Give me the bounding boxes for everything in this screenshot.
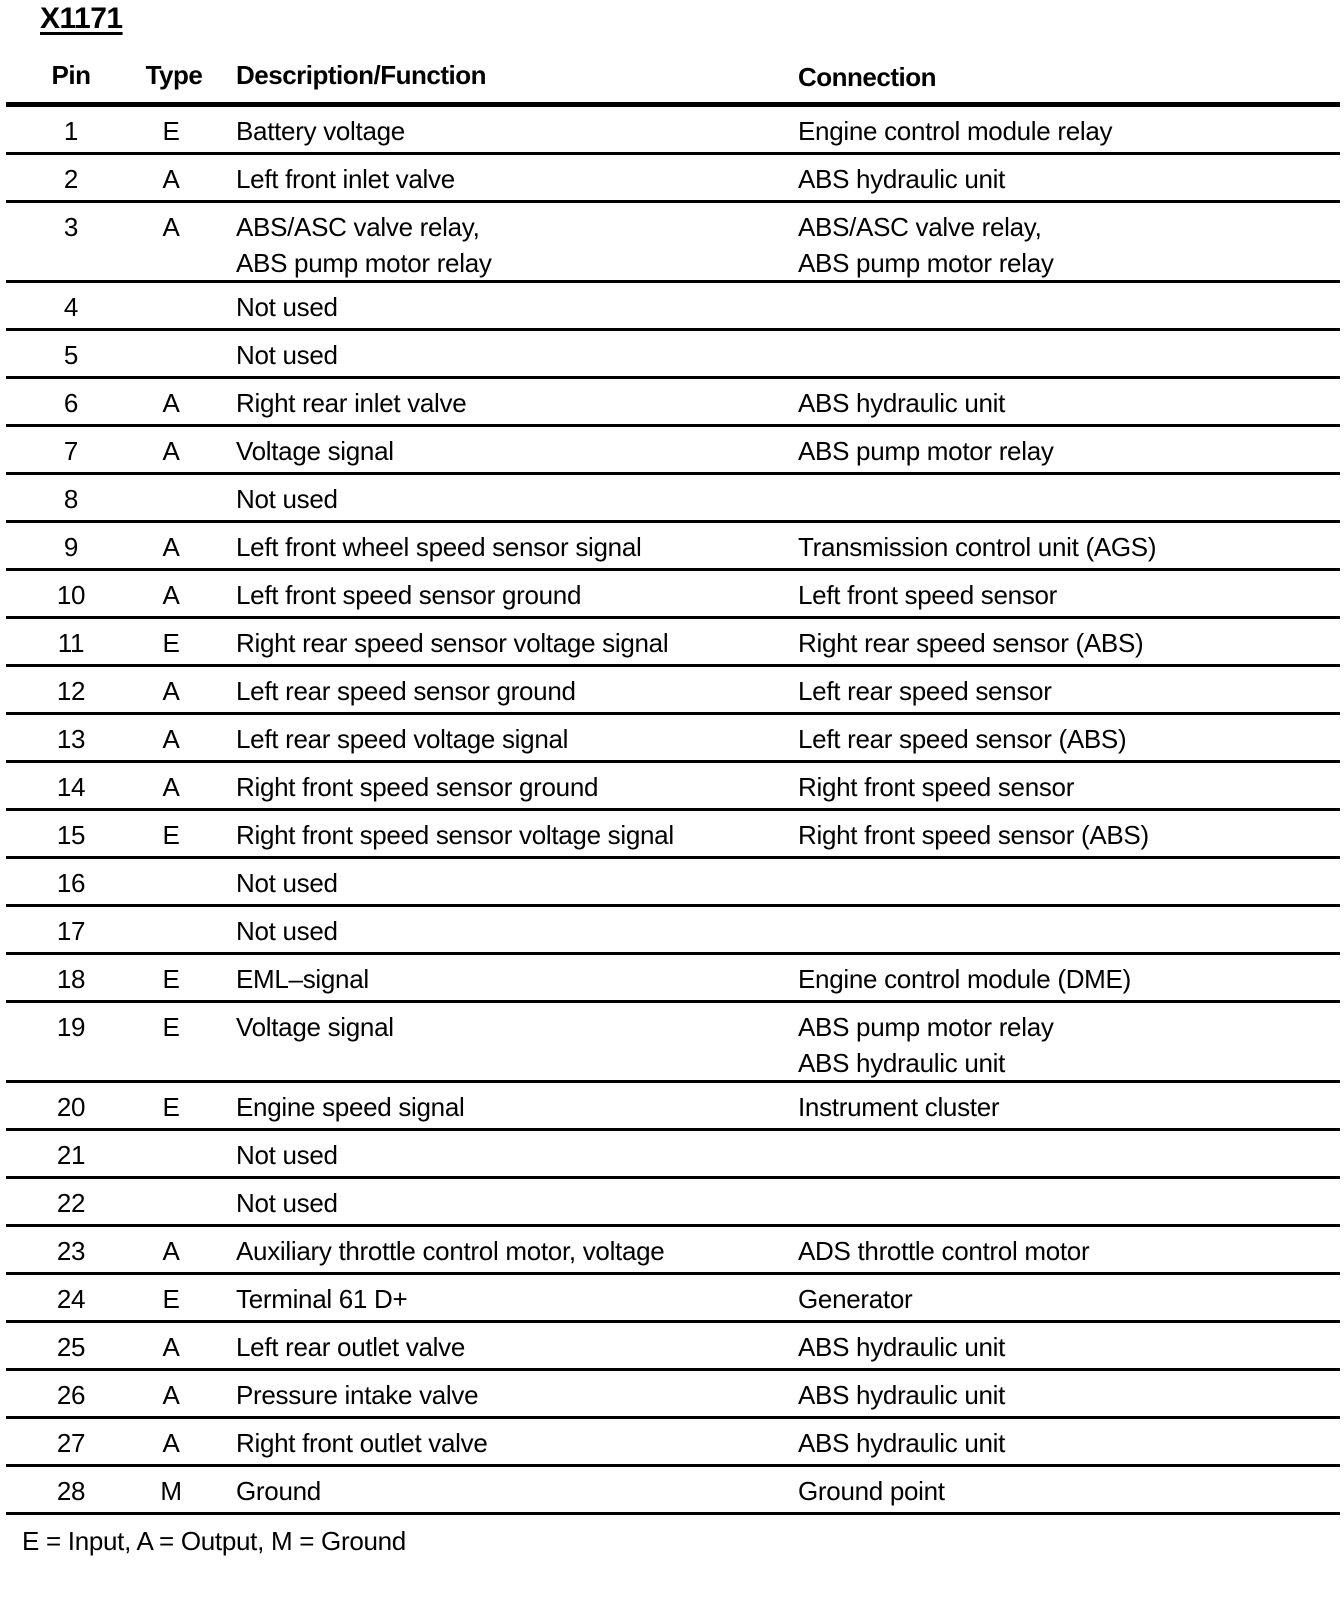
connection-line: ABS hydraulic unit (798, 1428, 1006, 1458)
table-row (6, 619, 1340, 667)
connection-line: ABS pump motor relay (798, 436, 1054, 466)
pin-description (236, 1281, 776, 1317)
pin-number: 23 (56, 1236, 86, 1266)
pin-description (236, 113, 776, 149)
description-line: EML–signal (236, 964, 369, 994)
pin-type: A (162, 436, 180, 466)
pin-description (236, 913, 776, 949)
pin-number: 1 (63, 116, 79, 146)
table-row (6, 1419, 1340, 1467)
connection-line: ABS hydraulic unit (798, 1332, 1006, 1362)
description-line: Not used (236, 1140, 338, 1170)
pin-description (236, 289, 776, 325)
pin-number: 5 (63, 340, 79, 370)
pin-number: 3 (63, 212, 79, 242)
pin-type: A (162, 676, 180, 706)
pin-description (236, 1233, 776, 1269)
pin-type: A (162, 1236, 180, 1266)
pin-number: 4 (63, 292, 79, 322)
description-line: Engine speed signal (236, 1092, 465, 1122)
table-header (6, 52, 1340, 107)
pin-connection (798, 385, 1338, 421)
description-line: Left front speed sensor ground (236, 580, 582, 610)
pin-number: 8 (63, 484, 79, 514)
pin-number: 20 (56, 1092, 86, 1122)
connection-line: ABS pump motor relay (798, 248, 1054, 278)
connection-line: Left front speed sensor (798, 580, 1058, 610)
table-row (6, 571, 1340, 619)
pin-description (236, 209, 776, 281)
pin-type: E (162, 1012, 180, 1042)
header-connection: Connection (798, 62, 936, 92)
table-row (6, 1323, 1340, 1371)
pin-connection (798, 577, 1338, 613)
pin-connection (798, 1473, 1338, 1509)
pin-description (236, 769, 776, 805)
document-title: X1171 (40, 2, 123, 35)
connection-line: Instrument cluster (798, 1092, 1000, 1122)
table-row (6, 1371, 1340, 1419)
pin-description (236, 721, 776, 757)
connection-line: Right front speed sensor (798, 772, 1075, 802)
connection-line: Right rear speed sensor (ABS) (798, 628, 1144, 658)
pin-description (236, 1009, 776, 1045)
table-row (6, 1179, 1340, 1227)
connection-line: ABS hydraulic unit (798, 164, 1006, 194)
table-row (6, 331, 1340, 379)
pin-connection (798, 1329, 1338, 1365)
description-line: Not used (236, 484, 338, 514)
table-row (6, 1131, 1340, 1179)
pin-type: A (162, 1380, 180, 1410)
pin-number: 27 (56, 1428, 86, 1458)
pin-description (236, 1329, 776, 1365)
description-line: Pressure intake valve (236, 1380, 479, 1410)
table-row (6, 475, 1340, 523)
description-line: Not used (236, 916, 338, 946)
pin-description (236, 1425, 776, 1461)
pin-number: 21 (56, 1140, 86, 1170)
pin-description (236, 385, 776, 421)
pin-number: 11 (57, 628, 85, 658)
pin-type: E (162, 1092, 180, 1122)
table-row (6, 379, 1340, 427)
pin-description (236, 817, 776, 853)
connection-line: Generator (798, 1284, 913, 1314)
description-line: Not used (236, 868, 338, 898)
pin-type: A (162, 388, 180, 418)
table-row (6, 1467, 1340, 1515)
pin-connection (798, 113, 1338, 149)
description-line: Not used (236, 340, 338, 370)
connection-line: Left rear speed sensor (798, 676, 1052, 706)
pin-type: E (162, 628, 180, 658)
pin-connection (798, 161, 1338, 197)
pin-type: A (162, 164, 180, 194)
pin-description (236, 337, 776, 373)
pin-description (236, 625, 776, 661)
pin-description (236, 1473, 776, 1509)
description-line: ABS/ASC valve relay, (236, 212, 480, 242)
pin-connection (798, 529, 1338, 565)
table-row (6, 1227, 1340, 1275)
pin-connection (798, 961, 1338, 997)
pin-description (236, 161, 776, 197)
connection-line: Transmission control unit (AGS) (798, 532, 1157, 562)
connection-line: ABS hydraulic unit (798, 388, 1006, 418)
table-row (6, 427, 1340, 475)
pin-number: 6 (63, 388, 79, 418)
pin-description (236, 1185, 776, 1221)
description-line: Left rear speed voltage signal (236, 724, 569, 754)
description-line: ABS pump motor relay (236, 248, 492, 278)
pin-type: A (162, 1428, 180, 1458)
pin-connection (798, 433, 1338, 469)
pin-number: 22 (56, 1188, 86, 1218)
connection-line: Right front speed sensor (ABS) (798, 820, 1149, 850)
pin-description (236, 433, 776, 469)
pin-description (236, 961, 776, 997)
table-row (6, 859, 1340, 907)
pin-number: 25 (56, 1332, 86, 1362)
description-line: Ground (236, 1476, 321, 1506)
description-line: Right front speed sensor ground (236, 772, 599, 802)
connection-line: Ground point (798, 1476, 945, 1506)
pin-type: A (162, 772, 180, 802)
pin-connection (798, 721, 1338, 757)
connection-line: Engine control module (DME) (798, 964, 1131, 994)
pin-type: E (162, 1284, 180, 1314)
pin-number: 2 (63, 164, 79, 194)
pin-connection (798, 1233, 1338, 1269)
connection-line: ABS pump motor relay (798, 1012, 1054, 1042)
table-row (6, 203, 1340, 283)
pin-connection (798, 625, 1338, 661)
pin-description (236, 1137, 776, 1173)
pin-connection (798, 1089, 1338, 1125)
pin-description (236, 577, 776, 613)
pin-number: 12 (56, 676, 86, 706)
connection-line: ADS throttle control motor (798, 1236, 1090, 1266)
pin-connection (798, 1425, 1338, 1461)
table-row (6, 107, 1340, 155)
description-line: Left rear outlet valve (236, 1332, 465, 1362)
pin-connection (798, 1377, 1338, 1413)
pin-number: 13 (56, 724, 86, 754)
description-line: Right front speed sensor voltage signal (236, 820, 674, 850)
pin-number: 15 (56, 820, 86, 850)
pin-description (236, 865, 776, 901)
description-line: Battery voltage (236, 116, 405, 146)
pin-type: M (160, 1476, 182, 1506)
description-line: Auxiliary throttle control motor, voltage (236, 1236, 665, 1266)
pin-type: E (162, 820, 180, 850)
pin-description (236, 673, 776, 709)
pin-description (236, 1377, 776, 1413)
pin-connection (798, 769, 1338, 805)
pin-type: A (162, 532, 180, 562)
pin-assignment-table (6, 52, 1340, 1515)
pin-connection (798, 1009, 1338, 1081)
pin-number: 16 (56, 868, 86, 898)
pin-type: E (162, 116, 180, 146)
table-row (6, 811, 1340, 859)
table-body (6, 107, 1340, 1515)
description-line: Right rear speed sensor voltage signal (236, 628, 669, 658)
pin-description (236, 529, 776, 565)
pin-number: 10 (56, 580, 86, 610)
description-line: Not used (236, 1188, 338, 1218)
connection-line: Left rear speed sensor (ABS) (798, 724, 1127, 754)
connection-line: ABS hydraulic unit (798, 1380, 1006, 1410)
description-line: Voltage signal (236, 436, 394, 466)
table-row (6, 907, 1340, 955)
pin-connection (798, 817, 1338, 853)
table-row (6, 715, 1340, 763)
connection-line: ABS hydraulic unit (798, 1048, 1006, 1078)
table-row (6, 155, 1340, 203)
pin-number: 19 (56, 1012, 86, 1042)
header-pin: Pin (51, 60, 91, 90)
pin-number: 7 (63, 436, 79, 466)
table-row (6, 1083, 1340, 1131)
header-description: Description/Function (236, 60, 486, 90)
table-row (6, 283, 1340, 331)
description-line: Left rear speed sensor ground (236, 676, 576, 706)
description-line: Left front wheel speed sensor signal (236, 532, 642, 562)
pin-connection (798, 1281, 1338, 1317)
description-line: Right rear inlet valve (236, 388, 467, 418)
pin-description (236, 1089, 776, 1125)
table-row (6, 523, 1340, 571)
pin-type: A (162, 1332, 180, 1362)
table-row (6, 1275, 1340, 1323)
table-row (6, 763, 1340, 811)
pin-number: 17 (56, 916, 86, 946)
pin-number: 14 (56, 772, 86, 802)
pin-number: 28 (56, 1476, 86, 1506)
pin-connection (798, 673, 1338, 709)
description-line: Left front inlet valve (236, 164, 455, 194)
pin-description (236, 481, 776, 517)
table-row (6, 955, 1340, 1003)
pin-connection (798, 209, 1338, 281)
table-row (6, 1003, 1340, 1083)
pin-number: 18 (56, 964, 86, 994)
description-line: Voltage signal (236, 1012, 394, 1042)
description-line: Terminal 61 D+ (236, 1284, 408, 1314)
pin-number: 24 (56, 1284, 86, 1314)
pin-type: E (162, 964, 180, 994)
pin-type: A (162, 212, 180, 242)
pin-type: A (162, 724, 180, 754)
connection-line: Engine control module relay (798, 116, 1113, 146)
pin-number: 9 (63, 532, 79, 562)
header-type: Type (145, 60, 203, 90)
description-line: Right front outlet valve (236, 1428, 488, 1458)
description-line: Not used (236, 292, 338, 322)
connection-line: ABS/ASC valve relay, (798, 212, 1042, 242)
table-row (6, 667, 1340, 715)
pin-number: 26 (56, 1380, 86, 1410)
pin-type: A (162, 580, 180, 610)
type-legend: E = Input, A = Output, M = Ground (22, 1526, 406, 1556)
